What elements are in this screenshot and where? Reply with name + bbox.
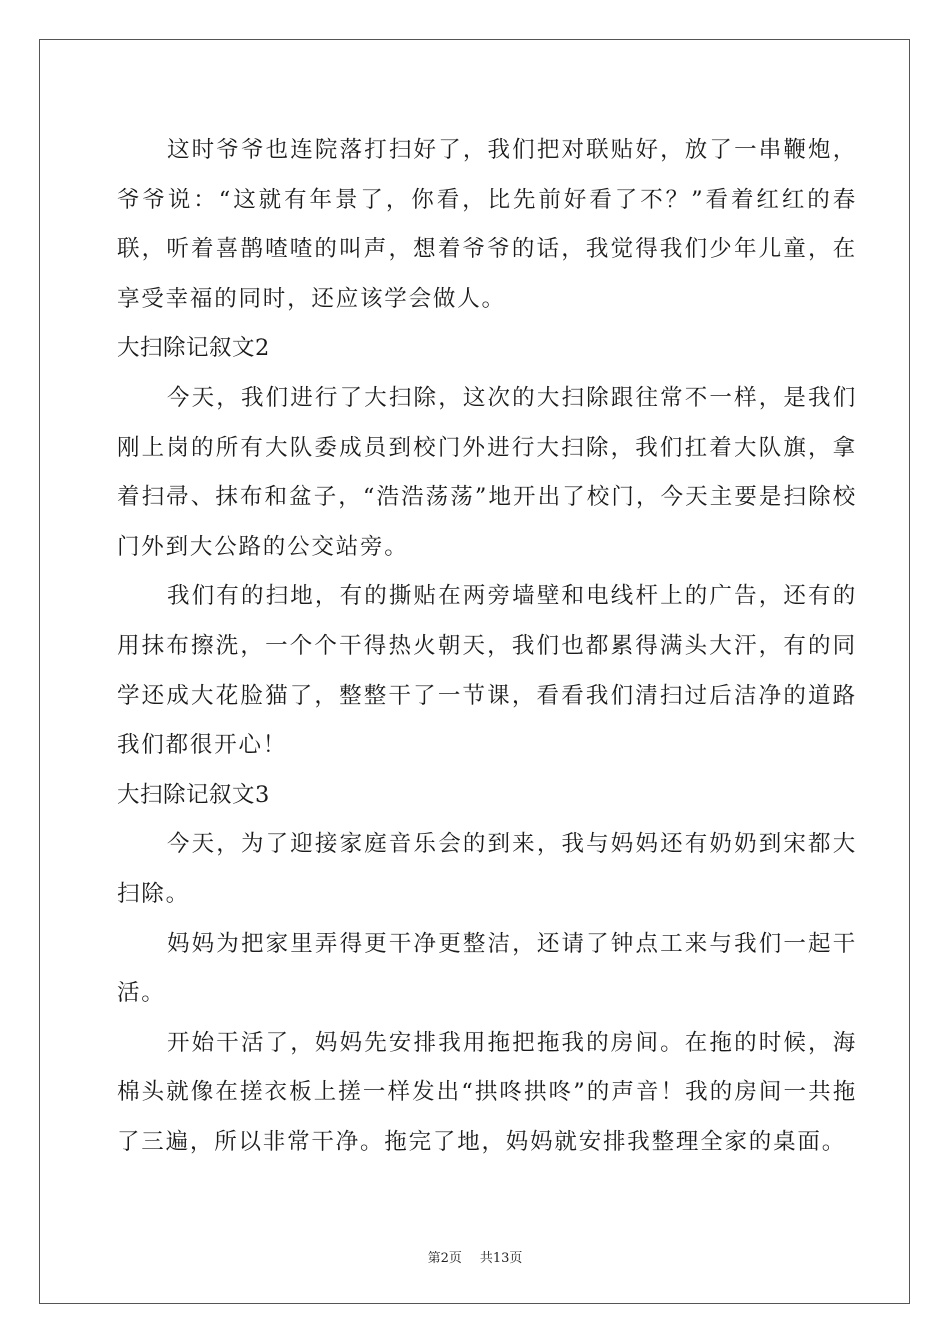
paragraph-mopping: 开始干活了，妈妈先安排我用拖把拖我的房间。在拖的时候，海棉头就像在搓衣板上搓一样发出“拱咚拱咚”的声音！我的房间一共拖了三遍，所以非常干净。拖完了地，妈妈就安排我整理全家的桌面。 (117, 1029, 857, 1155)
paragraph-helper: 妈妈为把家里弄得更干净更整洁，还请了钟点工来与我们一起干活。 (117, 930, 857, 1007)
page-footer (0, 1247, 950, 1266)
paragraph-sweeping: 我们有的扫地，有的撕贴在两旁墙壁和电线杆上的广告，还有的用抹布擦洗，一个个干得热火朝天，我们也都累得满头大汗，有的同学还成大花脸猫了，整整干了一节课，看看我们清扫过后洁净的道路我们都很开心！ (117, 583, 857, 759)
page-total: 共13页 (479, 1251, 523, 1266)
section-heading-2: 大扫除记叙文2 (117, 335, 270, 362)
paragraph-spring-couplets: 这时爷爷也连院落打扫好了，我们把对联贴好，放了一串鞭炮，爷爷说：“这就有年景了，你看，比先前好看了不？”看着红红的春联，听着喜鹊喳喳的叫声，想着爷爷的话，我觉得我们少年儿童，在享受幸福的同时，还应该学会做人。 (117, 137, 857, 312)
paragraph-school-cleaning: 今天，我们进行了大扫除，这次的大扫除跟往常不一样，是我们刚上岗的所有大队委成员到校门外进行大扫除，我们扛着大队旗，拿着扫帚、抹布和盆子，“浩浩荡荡”地开出了校门，今天主要是扫除校门外到大公路的公交站旁。 (117, 384, 857, 560)
page-number: 第2页 (427, 1251, 462, 1266)
paragraph-concert: 今天，为了迎接家庭音乐会的到来，我与妈妈还有奶奶到宋都大扫除。 (117, 831, 857, 907)
document-body (117, 126, 857, 1167)
section-heading-3: 大扫除记叙文3 (117, 781, 270, 808)
